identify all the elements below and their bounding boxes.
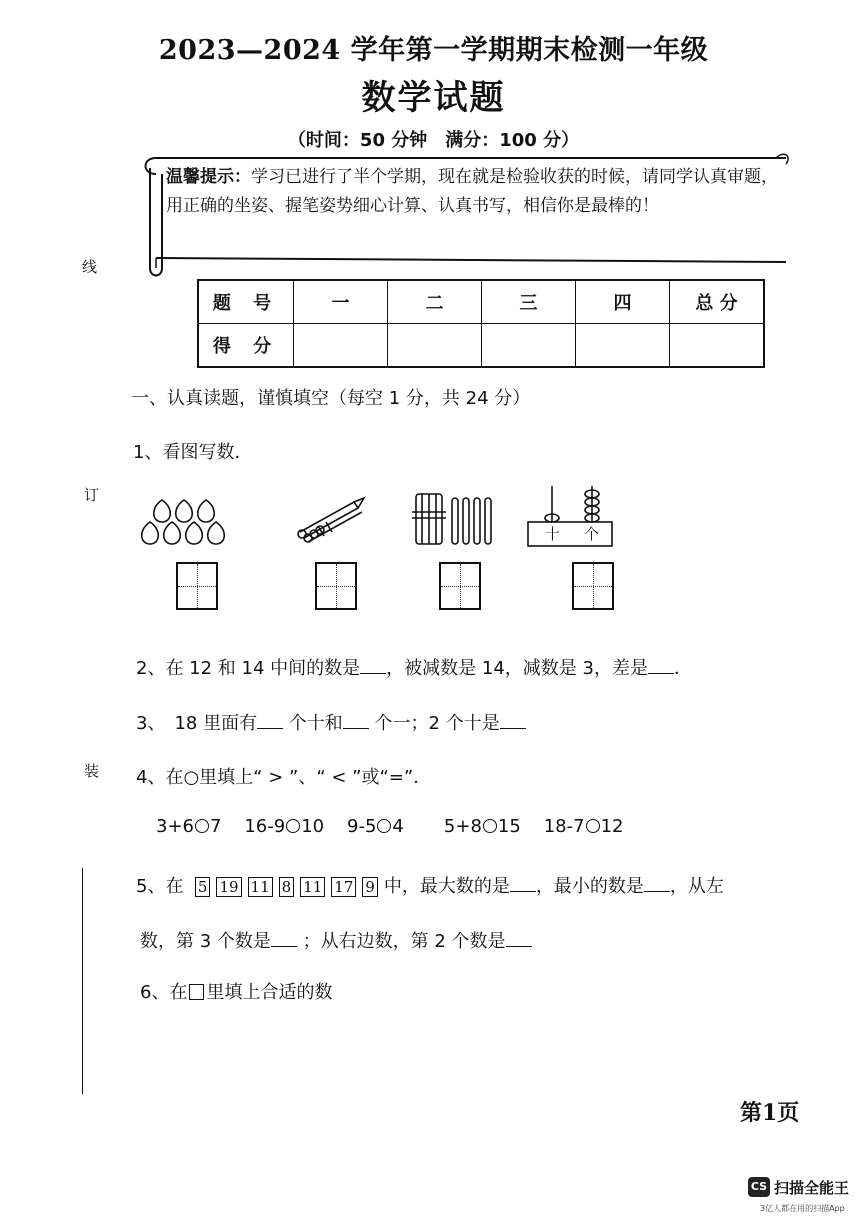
score-cell-2[interactable] <box>388 324 482 368</box>
question-2-part-b: ，被减数是 14，减数是 3，差是 <box>386 658 648 679</box>
compare-4-right: 15 <box>497 816 521 837</box>
exam-time-score: （时间：50 分钟 满分：100 分） <box>287 130 580 151</box>
answer-blank-q5-1[interactable] <box>510 875 536 892</box>
score-cell-total[interactable] <box>670 324 765 368</box>
scanner-logo-icon: CS <box>748 1177 770 1197</box>
compare-circle-2[interactable] <box>286 819 300 833</box>
question-6 <box>140 978 332 1004</box>
score-table-label-question: 题 号 <box>198 280 294 324</box>
question-5-part-b: 中，最大数的是 <box>383 876 510 897</box>
number-card: 17 <box>331 877 356 897</box>
compare-circle-1[interactable] <box>195 819 209 833</box>
binding-line <box>82 868 83 1094</box>
question-6-part-b: 里填上合适的数 <box>206 982 333 1003</box>
score-table-score-row <box>198 324 764 368</box>
score-table-col-total: 总 分 <box>670 280 765 324</box>
compare-1-left: 3+6 <box>156 816 194 837</box>
answer-box-abacus[interactable] <box>572 562 614 610</box>
score-table-col-4: 四 <box>576 280 670 324</box>
warm-tip <box>166 163 786 221</box>
compare-3-right: 4 <box>392 816 404 837</box>
page-number: 第1页 <box>740 1100 800 1126</box>
score-table <box>197 279 765 368</box>
compare-5-right: 12 <box>600 816 624 837</box>
answer-blank-q3-3[interactable] <box>500 712 526 729</box>
score-table-col-1: 一 <box>294 280 388 324</box>
compare-5-left: 18-7 <box>543 816 585 837</box>
question-5-part-c: ，最小的数是 <box>535 876 644 897</box>
score-table-col-3: 三 <box>482 280 576 324</box>
question-5-line-2 <box>140 927 532 953</box>
binding-mark-bind: 装 <box>84 762 100 780</box>
compare-4-left: 5+8 <box>443 816 482 837</box>
compare-2-right: 10 <box>301 816 325 837</box>
compare-circle-4[interactable] <box>483 819 497 833</box>
question-5-part-f: ；从右边数，第 2 个数是 <box>302 931 506 952</box>
peaches-picture <box>136 494 236 548</box>
compare-circle-3[interactable] <box>377 819 391 833</box>
abacus-picture <box>526 482 614 548</box>
warm-tip-label: 温馨提示： <box>166 167 251 187</box>
score-cell-4[interactable] <box>576 324 670 368</box>
question-5-part-a: 5、在 <box>136 876 184 897</box>
question-3 <box>136 709 526 735</box>
number-card: 9 <box>362 877 378 897</box>
answer-box-peaches[interactable] <box>176 562 218 610</box>
answer-blank-q5-4[interactable] <box>506 930 532 947</box>
compare-circle-5[interactable] <box>586 819 600 833</box>
binding-mark-line: 线 <box>82 258 98 276</box>
comparison-row <box>156 816 623 837</box>
binding-mark-staple: 订 <box>84 486 100 504</box>
number-card: 8 <box>279 877 295 897</box>
compare-2-left: 16-9 <box>244 816 286 837</box>
answer-box-pencils[interactable] <box>315 562 357 610</box>
answer-box-sticks[interactable] <box>439 562 481 610</box>
abacus-ones-label: 个 <box>584 525 600 543</box>
answer-blank-q5-3[interactable] <box>271 930 297 947</box>
question-5-part-e: 数，第 3 个数是 <box>140 931 271 952</box>
score-table-header-row <box>198 280 764 324</box>
answer-blank-q3-2[interactable] <box>343 712 369 729</box>
question-2-part-a: 2、在 12 和 14 中间的数是 <box>136 658 361 679</box>
question-3-part-c: 个一；2 个十是 <box>374 713 500 734</box>
scanner-tagline: 3亿人都在用的扫描App <box>760 1204 845 1213</box>
warm-tip-text: 学习已进行了半个学期，现在就是检验收获的时候，请同学认真审题，用正确的坐姿、握笔姿势细心计算、认真书写，相信你是最棒的！ <box>166 167 778 216</box>
question-1: 1、看图写数． <box>133 442 253 463</box>
pencil-bundle-picture <box>294 494 370 544</box>
exam-title: 2023—2024 学年第一学期期末检测一年级 <box>158 35 709 66</box>
question-3-part-b: 个十和 <box>288 713 343 734</box>
question-5-line-1 <box>136 872 724 898</box>
number-card: 19 <box>216 877 241 897</box>
compare-3-left: 9-5 <box>347 816 377 837</box>
question-3-part-a: 3、 18 里面有 <box>136 713 258 734</box>
score-cell-3[interactable] <box>482 324 576 368</box>
answer-blank-q2-1[interactable] <box>360 657 386 674</box>
answer-blank-q2-2[interactable] <box>648 657 674 674</box>
square-symbol-icon <box>189 984 204 1000</box>
score-table-label-score: 得 分 <box>198 324 294 368</box>
scanner-app-name: 扫描全能王 <box>774 1179 850 1197</box>
number-card: 11 <box>300 877 325 897</box>
question-2-part-c: ． <box>673 658 692 679</box>
answer-blank-q5-2[interactable] <box>644 875 670 892</box>
number-card: 11 <box>248 877 273 897</box>
sticks-bundle-picture <box>410 488 494 548</box>
question-2 <box>136 654 692 680</box>
compare-1-right: 7 <box>210 816 222 837</box>
exam-subject-title: 数学试题 <box>361 78 506 118</box>
number-card: 5 <box>195 877 211 897</box>
abacus-tens-label: 十 <box>545 525 561 543</box>
answer-blank-q3-1[interactable] <box>257 712 283 729</box>
question-4: 4、在○里填上“ > ”、“ < ”或“=”． <box>136 767 432 788</box>
score-cell-1[interactable] <box>294 324 388 368</box>
score-table-col-2: 二 <box>388 280 482 324</box>
section-1-heading: 一、认真读题，谨慎填空（每空 1 分，共 24 分） <box>131 388 531 409</box>
question-5-part-d: ，从左 <box>669 876 724 897</box>
question-6-part-a: 6、在 <box>140 982 188 1003</box>
